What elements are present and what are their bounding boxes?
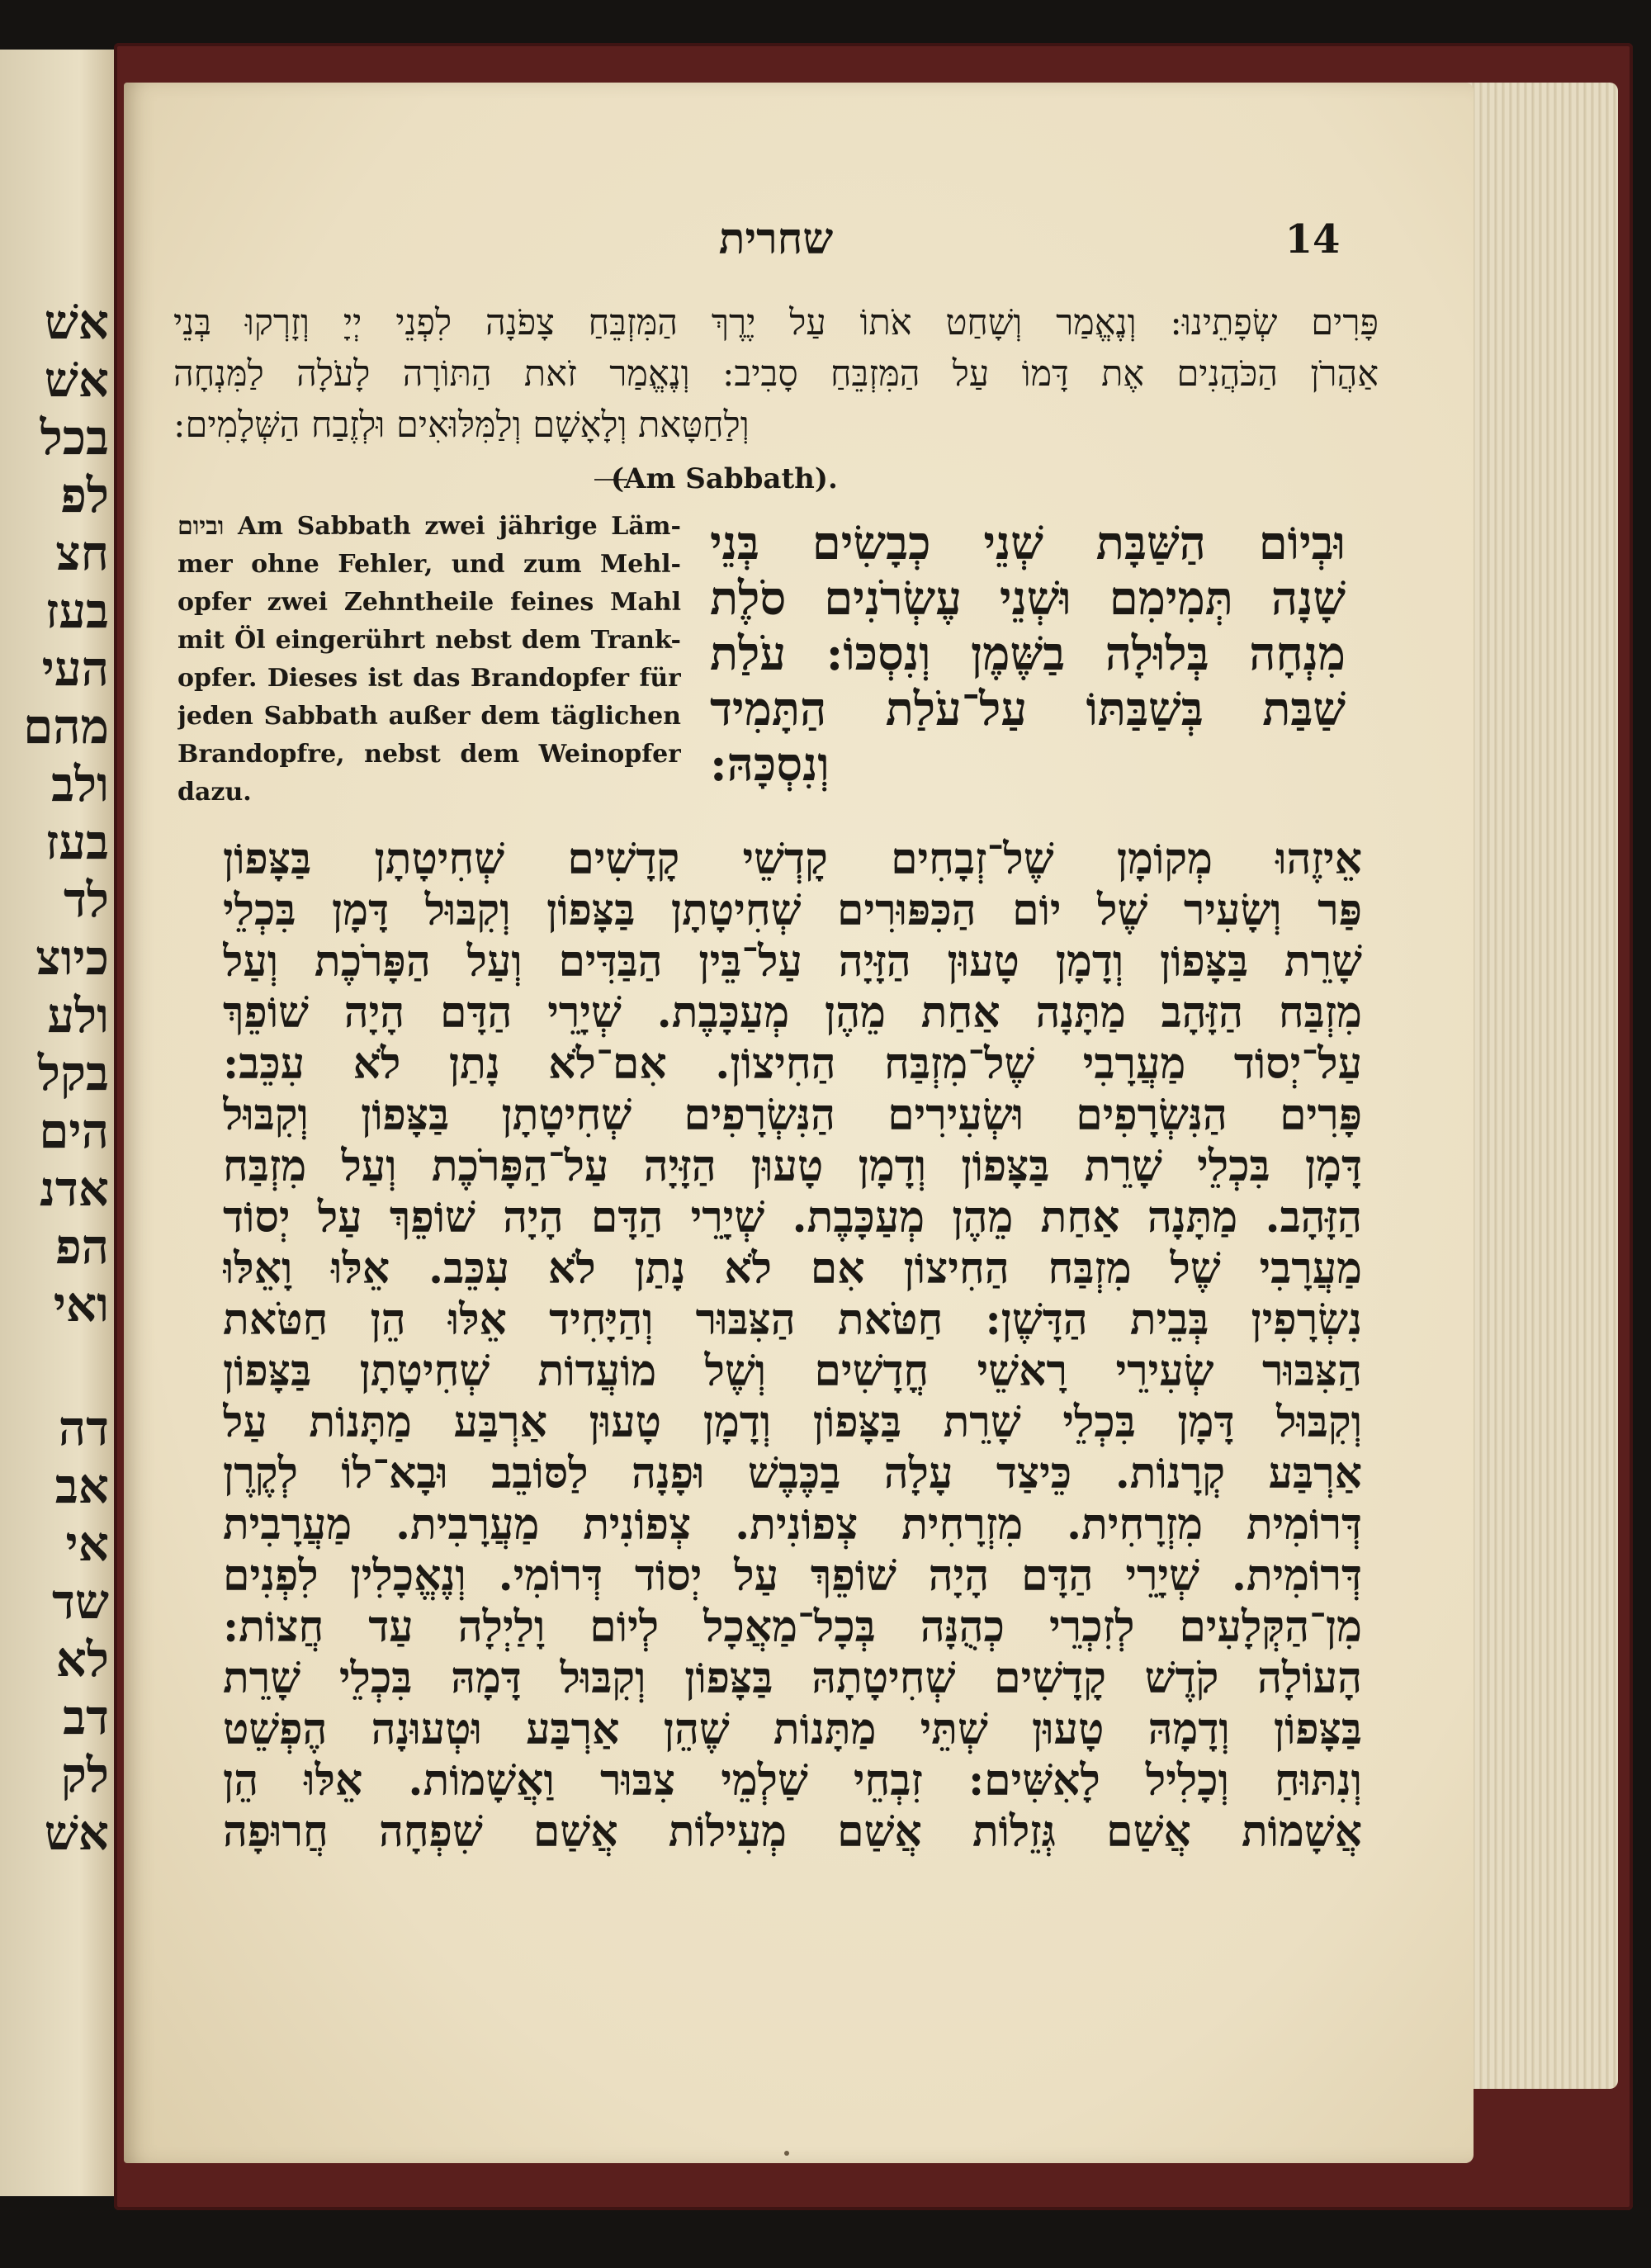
left-page-line: דה [58,1400,109,1456]
german-line: opfer zwei Zehntheile feines Mahl [177,588,681,617]
mishnah-line: מַעֲרָבִי שֶׁל מִזְבַּח הַחִיצוֹן אִם לֹא נָתַן לֹא עִכֵּב. אֵלּוּ וָאֵלּוּ [223,1243,1362,1294]
intro-line: וְלַחַטָּאת וְלָאָשָׁם וְלַמִּלּוּאִים וּלְזֶבַח הַשְּׁלָמִים: [173,405,750,446]
left-page-line: הים [39,1103,109,1159]
german-line: mer ohne Fehler, und zum Mehl- [177,550,681,579]
left-page-line: אב [54,1458,109,1514]
mishnah-line: וְנִתּוּחַ וְכָלִיל לָאִשִּׁים: זִבְחֵי שַׁלְמֵי צִבּוּר וַאֲשָׁמוֹת. אֵלּוּ הֵן [223,1755,1362,1806]
mishnah-line: אַרְבַּע קְרָנוֹת. כֵּיצַד עָלָה בַכֶּבֶשׁ וּפָנָה לַסּוֹבֵב וּבָא־לוֹ לְקֶרֶן [223,1448,1362,1499]
mishnah-line: מִן־הַקְּלָעִים לְזִכְרֵי כְהֻנָּה בְּכָל־מַאֲכָל לְיוֹם וָלַיְלָה עַד חֲצוֹת: [223,1602,1362,1652]
mishnah-line: הָעוֹלָה קֹדֶשׁ קָדָשִׁים שְׁחִיטָתָהּ בַּצָּפוֹן וְקִבּוּל דָּמָהּ בִּכְלֵי שָׁרֵת [223,1653,1362,1703]
left-page-line: אדנ [40,1161,109,1217]
mishnah-line: מִזְבַּח הַזָּהָב מַתָּנָה אַחַת מֵהֶן מְעַכָּבֶת. שְׁיָרֵי הַדָּם הָיָה שׁוֹפֵךְ [223,987,1362,1038]
page-title: שחרית [718,214,834,264]
left-page-line: ולב [51,756,109,812]
mishnah-line: בַּצָּפוֹן וְדָמָהּ טָעוּן שְׁתֵּי מַתָּנוֹת שֶׁהֵן אַרְבַּע וּטְעוּנָה הֶפְשֵׁט [223,1704,1362,1754]
german-line: mit Öl eingerührt nebst dem Trank- [177,626,681,655]
page-number: 14 [1284,216,1341,263]
verse-line: וְנִסְכָּהּ: [710,737,830,792]
left-page-line: לק [60,1747,109,1803]
mishnah-line: אֵיזֶהוּ מְקוֹמָן שֶׁל־זְבָחִים קָדְשֵׁי קָדָשִׁים שְׁחִיטָתָן בַּצָּפוֹן [223,834,1362,884]
verse-line: שַׁבַּת בְּשַׁבַּתּוֹ עַל־עֹלַת הַתָּמִיד [710,682,1346,736]
left-page [0,50,114,2196]
left-page-line: אשׁ [44,352,109,408]
left-page-line: העי [41,641,109,697]
mishnah-line: וְקִבּוּל דָּמָן בִּכְלֵי שָׁרֵת בַּצָּפוֹן וְדָמָן טָעוּן אַרְבַּע מַתָּנוֹת עַל [223,1397,1362,1447]
left-page-line: בקל [37,1045,109,1101]
left-page-line: חצ [55,525,109,581]
left-page-line: ואי [53,1276,109,1333]
mishnah-line: פַּר וְשָׂעִיר שֶׁל יוֹם הַכִּפּוּרִים שְׁחִיטָתָן בַּצָּפוֹן וְקִבּוּל דָּמָן בִּכְלֵי [223,885,1362,935]
left-page-line: ולע [47,987,109,1044]
left-page-line: מהם [23,698,109,755]
mishnah-line: נִשְׂרָפִין בְּבֵית הַדָּשֶׁן: חַטֹּאת הַצִּבּוּר וְהַיָּחִיד אֵלּוּ הֵן חַטֹּאת [223,1295,1362,1345]
mishnah-line: פָּרִים הַנִּשְׂרָפִים וּשְׂעִירִים הַנִּשְׂרָפִים שְׁחִיטָתָן בַּצָּפוֹן וְקִבּוּל [223,1090,1362,1140]
german-line: dazu. [177,778,252,807]
left-page-line: בעז [45,583,109,639]
mishnah-line: הַזָּהָב. מַתָּנָה אַחַת מֵהֶן מְעַכָּבֶת. שְׁיָרֵי הַדָּם הָיָה שׁוֹפֵךְ עַל יְסוֹד [223,1192,1362,1243]
verse-line: מִנְחָה בְּלוּלָה בַשֶּׁמֶן וְנִסְכּוֹ: עֹלַת [710,627,1346,681]
left-page-line: הפ [55,1219,109,1275]
mishnah-line: דְּרוֹמִית. שְׁיָרֵי הַדָּם הָיָה שׁוֹפֵךְ עַל יְסוֹד דְּרוֹמִי. וְנֶאֱכָלִין לִפְנִים [223,1551,1362,1601]
mishnah-line: הַצִּבּוּר שְׂעִירֵי רָאשֵׁי חֳדָשִׁים וְשֶׁל מוֹעֲדוֹת שְׁחִיטָתָן בַּצָּפוֹן [223,1346,1362,1396]
german-line: Brandopfre, nebst dem Weinopfer [177,740,681,769]
left-page-line: כיוצ [35,930,109,986]
left-page-line: שד [52,1574,109,1630]
page-edges [1453,83,1618,2089]
mishnah-line: דְּרוֹמִית מִזְרָחִית. מִזְרָחִית צְפוֹנִית. צְפוֹנִית מַעֲרָבִית. מַעֲרָבִית [223,1499,1362,1550]
left-page-line: אי [65,1516,109,1572]
left-page-line: בכל [40,410,109,466]
left-page-line: אשׁ [44,294,109,350]
left-page-line: לד [63,872,109,928]
mishnah-line: אֲשָׁמוֹת אֲשַׁם גְּזֵלוֹת אֲשַׁם מְעִילוֹת אֲשַׁם שִׁפְחָה חֲרוּפָה [223,1806,1362,1857]
mishnah-line: עַל־יְסוֹד מַעֲרָבִי שֶׁל־מִזְבַּח הַחִיצוֹן. אִם־לֹא נָתַן לֹא עִכֵּב: [223,1039,1362,1089]
verse-line: שָׁנָה תְּמִימִם וּשְׁנֵי עֶשְׂרֹנִים סֹלֶת [710,571,1346,626]
intro-line: אַהֲרֹן הַכֹּהֲנִים אֶת דָּמוֹ עַל הַמִּזְבֵּחַ סָבִיב: וְנֶאֱמַר זֹאת הַתּוֹרָה לָעֹלָה לַמִּנְחָה [173,353,1379,395]
intro-line: פָּרִים שְׂפָתֵינוּ: וְנֶאֱמַר וְשָׁחַט אֹתוֹ עַל יֶרֶךְ הַמִּזְבֵּחַ צָפֹנָה לִפְנֵי יְיָ וְזָרְקוּ בְּנֵי [173,302,1379,343]
left-page-line: בעז [45,814,109,870]
left-page-line: דב [63,1689,109,1745]
german-translation [177,508,689,834]
left-page-line: אשׁ [44,1805,109,1861]
left-page-line: לא [55,1631,109,1688]
german-line: jeden Sabbath außer dem täglichen [177,702,681,731]
mishnah-line: שָׁרֵת בַּצָּפוֹן וְדָמָן טָעוּן הַזָּיָה עַל־בֵּין הַבַּדִּים וְעַל הַפָּרֹכֶת וְעַל [223,936,1362,987]
left-page-line: לפ [60,467,109,523]
section-heading: (Am Sabbath). [611,462,838,495]
german-line: opfer. Dieses ist das Brandopfer für [177,664,681,693]
german-line: וביום Am Sabbath zwei jährige Läm- [177,512,681,541]
mishnah-line: דָּמָן בִּכְלֵי שָׁרֵת בַּצָּפוֹן וְדָמָן טָעוּן הַזָּיָה עַל־הַפָּרֹכֶת וְעַל מִזְבַּח [223,1141,1362,1191]
page-mark [784,2151,789,2156]
verse-line: וּבְיוֹם הַשַּׁבָּת שְׁנֵי כְבָשִׂים בְּנֵי [710,516,1346,571]
